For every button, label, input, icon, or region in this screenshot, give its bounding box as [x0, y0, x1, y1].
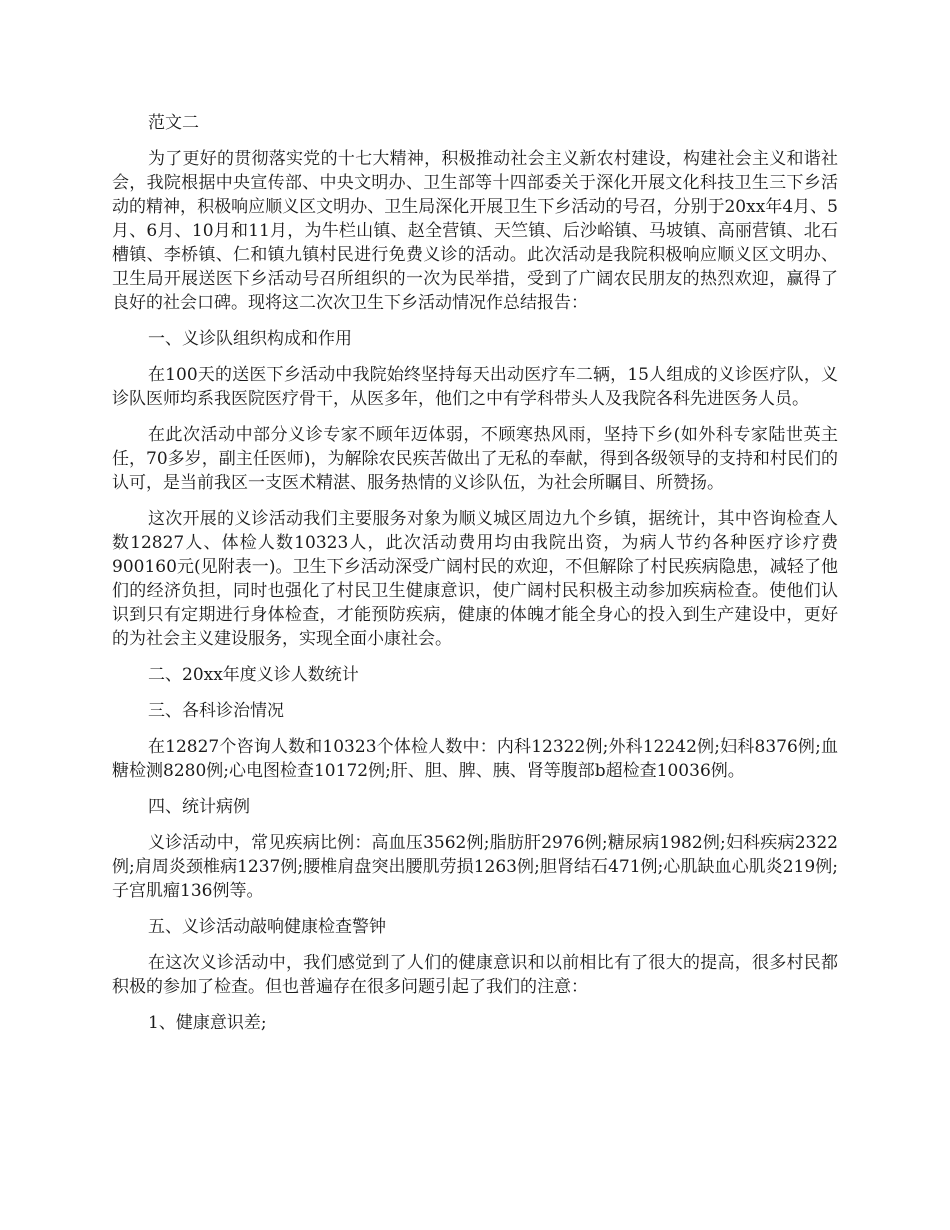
- body-paragraph: 在此次活动中部分义诊专家不顾年迈体弱，不顾寒热风雨，坚持下乡(如外科专家陆世英主任，70多岁，副主任医师)，为解除农民疾苦做出了无私的奉献，得到各级领导的支持和村民们的认可，是当前我区一支医术精湛、服务热情的义诊队伍，为社会所瞩目、所赞扬。: [112, 425, 838, 493]
- body-paragraph: 在12827个咨询人数和10323个体检人数中：内科12322例;外科12242例;妇科8376例;血糖检测8280例;心电图检查10172例;肝、胆、脾、胰、肾等腹部b超检查10036例。: [112, 737, 838, 781]
- intro-paragraph: 为了更好的贯彻落实党的十七大精神，积极推动社会主义新农村建设，构建社会主义和谐社会，我院根据中央宣传部、中央文明办、卫生部等十四部委关于深化开展文化科技卫生三下乡活动的精神，积极响应顺义区文明办、卫生局深化开展卫生下乡活动的号召，分别于20xx年4月、5月、6月、10月和11月，为牛栏山镇、赵全营镇、天竺镇、后沙峪镇、马坡镇、高丽营镇、北石槽镇、李桥镇、仁和镇九镇村民进行免费义诊的活动。此次活动是我院积极响应顺义区文明办、卫生局开展送医下乡活动号召所组织的一次为民举措，受到了广阔农民朋友的热烈欢迎，赢得了良好的社会口碑。现将这二次次卫生下乡活动情况作总结报告：: [112, 149, 838, 313]
- document-page: [112, 111, 838, 1047]
- section-heading-2: 二、20xx年度义诊人数统计: [148, 665, 359, 685]
- body-paragraph: 在100天的送医下乡活动中我院始终坚持每天出动医疗车二辆，15人组成的义诊医疗队，义诊队医师均系我医院医疗骨干，从医多年，他们之中有学科带头人及我院各科先进医务人员。: [112, 365, 838, 409]
- section-heading-3: 三、各科诊治情况: [148, 701, 284, 721]
- body-paragraph: 这次开展的义诊活动我们主要服务对象为顺义城区周边九个乡镇，据统计，其中咨询检查人数12827人、体检人数10323人，此次活动费用均由我院出资，为病人节约各种医疗诊疗费900160元(见附表一)。卫生下乡活动深受广阔村民的欢迎，不但解除了村民疾病隐患，减轻了他们的经济负担，同时也强化了村民卫生健康意识，使广阔村民积极主动参加疾病检查。使他们认识到只有定期进行身体检查，才能预防疾病，健康的体魄才能全身心的投入到生产建设中，更好的为社会主义建设服务，实现全面小康社会。: [112, 509, 838, 649]
- body-paragraph: 在这次义诊活动中，我们感觉到了人们的健康意识和以前相比有了很大的提高，很多村民都积极的参加了检查。但也普遍存在很多问题引起了我们的注意：: [112, 953, 838, 997]
- section-heading-4: 四、统计病例: [148, 797, 250, 817]
- document-title: 范文二: [148, 113, 199, 133]
- body-paragraph: 义诊活动中，常见疾病比例：高血压3562例;脂肪肝2976例;糖尿病1982例;妇科疾病2322例;肩周炎颈椎病1237例;腰椎肩盘突出腰肌劳损1263例;胆肾结石471例;心肌缺血心肌炎219例;子宫肌瘤136例等。: [112, 833, 838, 901]
- list-item-1: 1、健康意识差;: [148, 1013, 267, 1033]
- section-heading-1: 一、义诊队组织构成和作用: [148, 329, 352, 349]
- section-heading-5: 五、义诊活动敲响健康检查警钟: [148, 917, 386, 937]
